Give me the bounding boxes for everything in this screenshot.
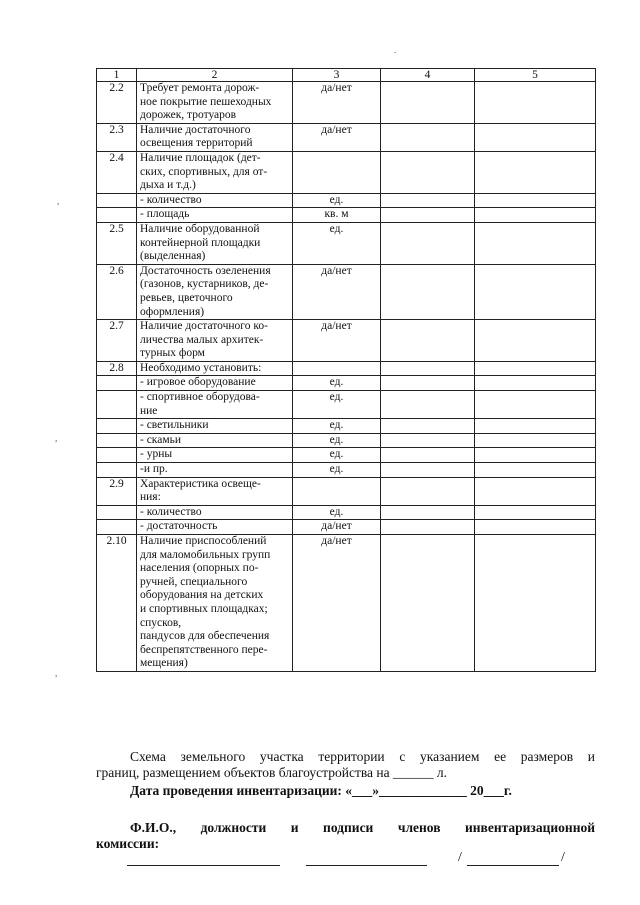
indicator-text-line: -и пр.: [140, 463, 168, 476]
indicator-text-line: Наличие достаточного ко-: [140, 320, 268, 333]
value-cell-empty: [381, 320, 475, 362]
unit-cell: да/нет: [293, 320, 381, 362]
indicator-text-line: - количество: [140, 193, 202, 206]
row-number-cell: [97, 376, 137, 391]
indicator-text-line: Необходимо установить:: [140, 361, 262, 374]
note-cell-empty: [475, 320, 596, 362]
table-row: [97, 433, 596, 448]
table-row: [97, 419, 596, 434]
commission-line-1: Ф.И.О., должности и подписи членов инвентаризационной: [130, 820, 595, 835]
table-row: [97, 264, 596, 319]
indicator-text-line: контейнерной площадки: [140, 236, 261, 249]
indicator-text-line: ния:: [140, 491, 161, 504]
unit-cell: кв. м: [293, 208, 381, 223]
signature-slash-left: /: [458, 850, 462, 865]
indicator-text-line: - урны: [140, 448, 173, 461]
row-number-cell: [97, 391, 137, 419]
indicator-text-line: ручней, специального: [140, 575, 248, 588]
note-cell-empty: [475, 361, 596, 376]
value-cell-empty: [381, 391, 475, 419]
row-number-cell: 2.2: [97, 82, 137, 124]
unit-cell: да/нет: [293, 535, 381, 672]
indicator-cell: [137, 222, 293, 264]
unit-cell: да/нет: [293, 123, 381, 151]
table-row: [97, 123, 596, 151]
indicator-text-line: Наличие достаточного: [140, 123, 251, 136]
indicator-text-line: - площадь: [140, 208, 190, 221]
unit-cell: ед.: [293, 463, 381, 478]
value-cell-empty: [381, 151, 475, 193]
indicator-text-line: пандусов для обеспечения: [140, 630, 270, 643]
row-number-cell: 2.5: [97, 222, 137, 264]
value-cell-empty: [381, 208, 475, 223]
indicator-text-line: дыха и т.д.): [140, 179, 196, 192]
scan-mark: .: [394, 45, 397, 55]
table-row: [97, 222, 596, 264]
commission-line-2: комиссии:: [96, 836, 160, 851]
unit-cell: ед.: [293, 193, 381, 208]
note-cell-empty: [475, 208, 596, 223]
indicator-text-line: (газонов, кустарников, де-: [140, 278, 269, 291]
value-cell-empty: [381, 505, 475, 520]
unit-cell: [293, 151, 381, 193]
indicator-text-line: мещения): [140, 657, 188, 670]
value-cell-empty: [381, 535, 475, 672]
indicator-text-line: освещения территорий: [140, 137, 253, 150]
indicator-cell: [137, 193, 293, 208]
note-cell-empty: [475, 520, 596, 535]
indicator-text-line: для маломобильных групп: [140, 548, 271, 561]
row-number-cell: 2.3: [97, 123, 137, 151]
row-number-cell: 2.7: [97, 320, 137, 362]
note-cell-empty: [475, 264, 596, 319]
scan-mark: ,: [57, 196, 60, 206]
unit-cell: [293, 477, 381, 505]
note-cell-empty: [475, 433, 596, 448]
indicator-cell: [137, 82, 293, 124]
commission-paragraph: [96, 820, 595, 852]
indicator-cell: [137, 264, 293, 319]
table-row: [97, 361, 596, 376]
value-cell-empty: [381, 361, 475, 376]
value-cell-empty: [381, 264, 475, 319]
value-cell-empty: [381, 376, 475, 391]
row-number-cell: [97, 520, 137, 535]
indicator-cell: [137, 477, 293, 505]
scheme-line-2: границ, размещением объектов благоустройства на ______ л.: [96, 765, 447, 780]
row-number-cell: 2.8: [97, 361, 137, 376]
row-number-cell: [97, 433, 137, 448]
table-header-row: [97, 69, 596, 82]
indicator-text-line: оформления): [140, 305, 205, 318]
note-cell-empty: [475, 222, 596, 264]
indicator-text-line: - количество: [140, 505, 202, 518]
indicator-text-line: Наличие площадок (дет-: [140, 151, 261, 164]
indicator-text-line: - светильники: [140, 419, 209, 432]
indicator-cell: [137, 208, 293, 223]
indicator-cell: [137, 376, 293, 391]
table-row: [97, 151, 596, 193]
indicator-cell: [137, 419, 293, 434]
row-number-cell: 2.9: [97, 477, 137, 505]
row-number-cell: [97, 193, 137, 208]
signature-line-sign: [467, 865, 559, 866]
note-cell-empty: [475, 123, 596, 151]
indicator-cell: [137, 448, 293, 463]
row-number-cell: [97, 419, 137, 434]
indicator-cell: [137, 391, 293, 419]
indicator-cell: [137, 505, 293, 520]
row-number-cell: [97, 505, 137, 520]
table-row: [97, 520, 596, 535]
indicator-text-line: Наличие приспособлений: [140, 535, 267, 547]
indicator-text-line: - скамьи: [140, 433, 182, 446]
note-cell-empty: [475, 391, 596, 419]
indicator-text-line: - игровое оборудование: [140, 376, 256, 389]
indicator-cell: [137, 320, 293, 362]
signature-line-name: [127, 865, 280, 866]
table-row: [97, 505, 596, 520]
value-cell-empty: [381, 520, 475, 535]
unit-cell: ед.: [293, 433, 381, 448]
inventory-table-body: [97, 69, 596, 672]
indicator-text-line: турных форм: [140, 347, 205, 360]
table-row: [97, 376, 596, 391]
indicator-cell: [137, 520, 293, 535]
unit-cell: ед.: [293, 222, 381, 264]
indicator-text-line: - спортивное оборудова-: [140, 391, 260, 404]
value-cell-empty: [381, 463, 475, 478]
header-cell: 1: [97, 69, 137, 82]
row-number-cell: [97, 463, 137, 478]
indicator-cell: [137, 123, 293, 151]
indicator-cell: [137, 433, 293, 448]
indicator-text-line: ских, спортивных, для от-: [140, 165, 268, 178]
signature-slash-right: /: [561, 850, 565, 865]
unit-cell: да/нет: [293, 520, 381, 535]
value-cell-empty: [381, 82, 475, 124]
indicator-text-line: личества малых архитек-: [140, 333, 264, 346]
inventory-date-line: Дата проведения инвентаризации: «___»_____________ 20___г.: [130, 783, 512, 798]
value-cell-empty: [381, 419, 475, 434]
unit-cell: да/нет: [293, 82, 381, 124]
note-cell-empty: [475, 463, 596, 478]
indicator-text-line: дорожек, тротуаров: [140, 109, 237, 122]
unit-cell: ед.: [293, 419, 381, 434]
value-cell-empty: [381, 448, 475, 463]
note-cell-empty: [475, 82, 596, 124]
row-number-cell: 2.4: [97, 151, 137, 193]
indicator-text-line: Наличие оборудованной: [140, 222, 260, 235]
table-row: [97, 193, 596, 208]
table-row: [97, 320, 596, 362]
table-row: [97, 463, 596, 478]
indicator-text-line: ревьев, цветочного: [140, 291, 233, 304]
note-cell-empty: [475, 535, 596, 672]
indicator-cell: [137, 535, 293, 672]
indicator-text-line: спусков,: [140, 616, 182, 629]
table-row: [97, 535, 596, 672]
indicator-text-line: ние: [140, 404, 158, 417]
note-cell-empty: [475, 376, 596, 391]
note-cell-empty: [475, 477, 596, 505]
inventory-table: [96, 68, 596, 672]
table-row: [97, 477, 596, 505]
indicator-cell: [137, 463, 293, 478]
indicator-text-line: Требует ремонта дорож-: [140, 82, 260, 94]
header-cell: 2: [137, 69, 293, 82]
unit-cell: [293, 361, 381, 376]
value-cell-empty: [381, 477, 475, 505]
scan-mark: ,: [55, 668, 58, 678]
indicator-text-line: оборудования на детских: [140, 589, 264, 602]
indicator-text-line: - достаточность: [140, 520, 218, 533]
scheme-paragraph: [96, 749, 595, 781]
signature-line-position: [306, 865, 427, 866]
indicator-text-line: Достаточность озеленения: [140, 264, 271, 277]
note-cell-empty: [475, 448, 596, 463]
row-number-cell: [97, 448, 137, 463]
indicator-text-line: и спортивных площадках;: [140, 602, 268, 615]
unit-cell: ед.: [293, 376, 381, 391]
note-cell-empty: [475, 193, 596, 208]
indicator-text-line: ное покрытие пешеходных: [140, 95, 272, 108]
indicator-text-line: Характеристика освеще-: [140, 477, 261, 490]
table-row: [97, 82, 596, 124]
table-row: [97, 391, 596, 419]
header-cell: 3: [293, 69, 381, 82]
indicator-cell: [137, 151, 293, 193]
value-cell-empty: [381, 433, 475, 448]
indicator-text-line: населения (опорных по-: [140, 562, 259, 575]
indicator-text-line: (выделенная): [140, 250, 206, 263]
unit-cell: да/нет: [293, 264, 381, 319]
note-cell-empty: [475, 419, 596, 434]
scan-mark: ,: [55, 433, 58, 443]
note-cell-empty: [475, 505, 596, 520]
table-row: [97, 208, 596, 223]
unit-cell: ед.: [293, 391, 381, 419]
row-number-cell: 2.6: [97, 264, 137, 319]
header-cell: 5: [475, 69, 596, 82]
note-cell-empty: [475, 151, 596, 193]
scheme-line-1: Схема земельного участка территории с указанием ее размеров и: [130, 749, 595, 764]
indicator-text-line: беспрепятственного пере-: [140, 643, 268, 656]
table-row: [97, 448, 596, 463]
unit-cell: ед.: [293, 448, 381, 463]
indicator-cell: [137, 361, 293, 376]
value-cell-empty: [381, 123, 475, 151]
value-cell-empty: [381, 222, 475, 264]
header-cell: 4: [381, 69, 475, 82]
row-number-cell: [97, 208, 137, 223]
row-number-cell: 2.10: [97, 535, 137, 672]
value-cell-empty: [381, 193, 475, 208]
unit-cell: ед.: [293, 505, 381, 520]
